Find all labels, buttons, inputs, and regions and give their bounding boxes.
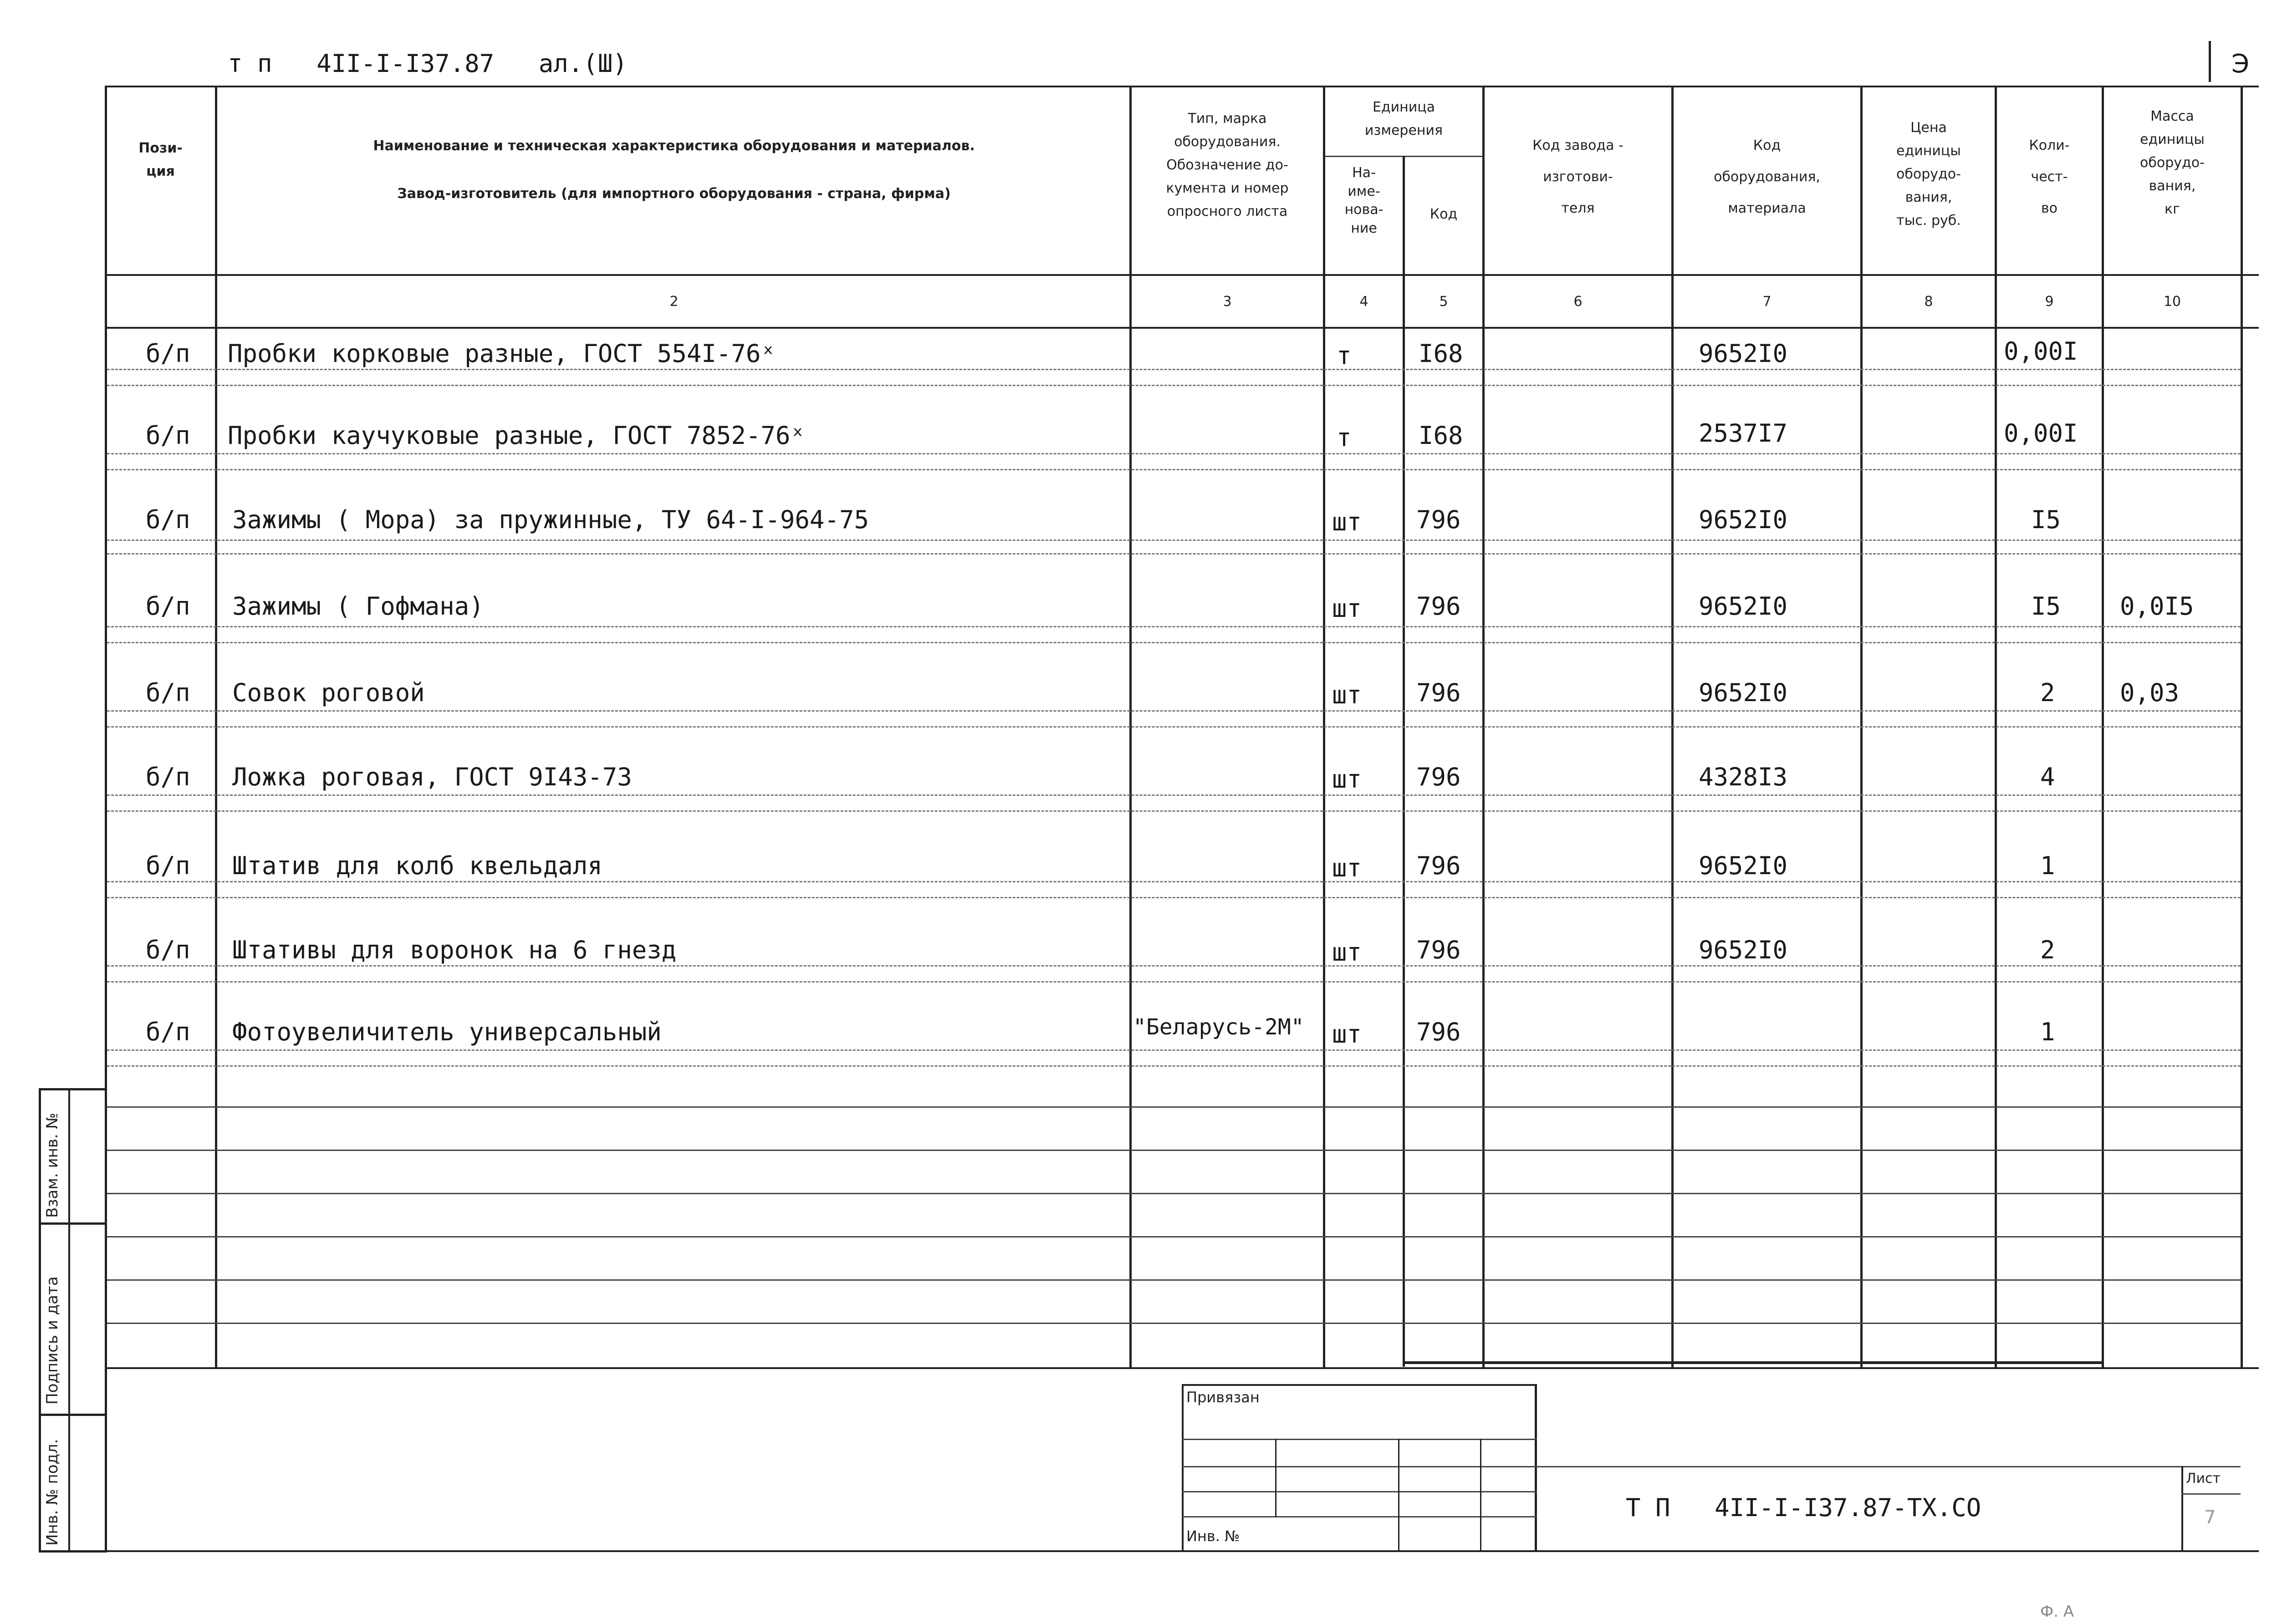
col-number-10: 10 bbox=[2163, 294, 2181, 310]
title-block-privyazan: Привязан bbox=[1186, 1389, 1260, 1406]
cell-name: Ложка роговая, ГОСТ 9I43-73 bbox=[232, 763, 632, 791]
side-stamp-vzam: Взам. инв. № bbox=[43, 1113, 61, 1218]
cell-unit: т bbox=[1337, 341, 1352, 370]
cell-quantity: 1 bbox=[2040, 1018, 2055, 1046]
cell-mass: 0,03 bbox=[2120, 678, 2180, 707]
cell-equipment-code: 9652I0 bbox=[1699, 678, 1788, 707]
col-header-unit-name: На- име- нова- ние bbox=[1344, 165, 1384, 236]
cell-unit: шт bbox=[1332, 854, 1362, 882]
col-header-unit-group: Единица измерения bbox=[1364, 99, 1443, 138]
title-block-list-value: 7 bbox=[2204, 1507, 2216, 1528]
col-number-3: 3 bbox=[1223, 294, 1232, 310]
cell-quantity: 2 bbox=[2040, 678, 2055, 707]
cell-name: Пробки корковые разные, ГОСТ 554I-76ˣ bbox=[228, 339, 776, 368]
col-number-5: 5 bbox=[1439, 294, 1448, 310]
cell-equipment-code: 2537I7 bbox=[1699, 419, 1788, 448]
cell-position: б/п bbox=[146, 851, 190, 880]
cell-name: Зажимы ( Гофмана) bbox=[232, 592, 484, 621]
cell-position: б/п bbox=[146, 936, 190, 964]
cell-mass: 0,0I5 bbox=[2120, 592, 2194, 621]
cell-position: б/п bbox=[146, 592, 190, 621]
col-number-4: 4 bbox=[1359, 294, 1368, 310]
cell-position: б/п bbox=[146, 339, 190, 368]
cell-name: Штативы для воронок на 6 гнезд bbox=[232, 936, 677, 964]
col-number-8: 8 bbox=[1924, 294, 1933, 310]
title-block-doc-code: Т П 4II-I-I37.87-ТХ.СО bbox=[1626, 1493, 1981, 1522]
cell-name: Пробки каучуковые разные, ГОСТ 7852-76ˣ bbox=[228, 421, 805, 450]
cell-unit: шт bbox=[1332, 508, 1362, 536]
cell-position: б/п bbox=[146, 1018, 190, 1046]
cell-position: б/п bbox=[146, 763, 190, 791]
cell-name: Фотоувеличитель универсальный bbox=[232, 1018, 662, 1046]
document-code-top: т п 4II-I-I37.87 ал.(Ш) bbox=[228, 49, 628, 78]
cell-name: Штатив для колб квельдаля bbox=[232, 851, 602, 880]
cell-unit: т bbox=[1337, 423, 1352, 452]
cell-equipment-code: 9652I0 bbox=[1699, 592, 1788, 621]
cell-unit-code: 796 bbox=[1416, 678, 1461, 707]
col-header-price: Цена единицы оборудо- вания, тыс. руб. bbox=[1896, 120, 1961, 229]
cell-position: б/п bbox=[146, 421, 190, 450]
col-header-plant-code: Код завода - изготови- теля bbox=[1532, 137, 1624, 216]
col-header-position: Пози- ция bbox=[138, 140, 183, 179]
col-header-quantity: Коли- чест- во bbox=[2029, 137, 2070, 216]
cell-position: б/п bbox=[146, 505, 190, 534]
col-number-2: 2 bbox=[669, 294, 679, 310]
cell-unit: шт bbox=[1332, 681, 1362, 709]
cell-position: б/п bbox=[146, 678, 190, 707]
cell-quantity: I5 bbox=[2031, 592, 2061, 621]
col-header-type: Тип, марка оборудования. Обозначение до- кумента и номер опросного листа bbox=[1166, 111, 1289, 219]
cell-unit-code: 796 bbox=[1416, 763, 1461, 791]
cell-unit: шт bbox=[1332, 765, 1362, 794]
page-mark: Э bbox=[2231, 49, 2250, 79]
col-header-equipment-code: Код оборудования, материала bbox=[1714, 137, 1820, 216]
title-block-list-label: Лист bbox=[2186, 1471, 2221, 1487]
cell-unit: шт bbox=[1332, 938, 1362, 967]
title-block-inv-no: Инв. № bbox=[1186, 1527, 1240, 1545]
col-header-name-line1: Наименование и техническая характеристика оборудования и материалов. bbox=[373, 138, 975, 154]
cell-quantity: I5 bbox=[2031, 505, 2061, 534]
col-header-unit-code: Код bbox=[1430, 206, 1458, 222]
cell-equipment-code: 9652I0 bbox=[1699, 339, 1788, 368]
format-mark: Ф. А bbox=[2040, 1603, 2074, 1621]
page-mark-divider bbox=[2209, 41, 2211, 82]
cell-equipment-code: 4328I3 bbox=[1699, 763, 1788, 791]
cell-unit-code: 796 bbox=[1416, 936, 1461, 964]
cell-equipment-code: 9652I0 bbox=[1699, 851, 1788, 880]
cell-quantity: 0,00I bbox=[2004, 337, 2078, 366]
cell-unit-code: 796 bbox=[1416, 851, 1461, 880]
col-header-mass: Масса единицы оборудо- вания, кг bbox=[2140, 108, 2205, 217]
cell-unit-code: I68 bbox=[1419, 421, 1463, 450]
cell-unit-code: 796 bbox=[1416, 505, 1461, 534]
col-number-9: 9 bbox=[2045, 294, 2054, 310]
cell-unit-code: I68 bbox=[1419, 339, 1463, 368]
cell-unit-code: 796 bbox=[1416, 592, 1461, 621]
cell-quantity: 2 bbox=[2040, 936, 2055, 964]
cell-name: Совок роговой bbox=[232, 678, 425, 707]
col-header-name-line2: Завод-изготовитель (для импортного оборудования - страна, фирма) bbox=[397, 186, 951, 202]
cell-unit: шт bbox=[1332, 594, 1362, 623]
cell-quantity: 4 bbox=[2040, 763, 2055, 791]
side-stamp-inv: Инв. № подл. bbox=[43, 1439, 61, 1546]
cell-name: Зажимы ( Мора) за пружинные, ТУ 64-I-964-75 bbox=[232, 505, 869, 534]
col-number-6: 6 bbox=[1573, 294, 1583, 310]
col-number-7: 7 bbox=[1762, 294, 1772, 310]
cell-unit-code: 796 bbox=[1416, 1018, 1461, 1046]
cell-equipment-code: 9652I0 bbox=[1699, 936, 1788, 964]
cell-equipment-code: 9652I0 bbox=[1699, 505, 1788, 534]
cell-type: "Беларусь-2М" bbox=[1133, 1014, 1304, 1040]
cell-unit: шт bbox=[1332, 1020, 1362, 1049]
cell-quantity: 1 bbox=[2040, 851, 2055, 880]
side-stamp-podpis: Подпись и дата bbox=[43, 1276, 61, 1405]
cell-quantity: 0,00I bbox=[2004, 419, 2078, 448]
